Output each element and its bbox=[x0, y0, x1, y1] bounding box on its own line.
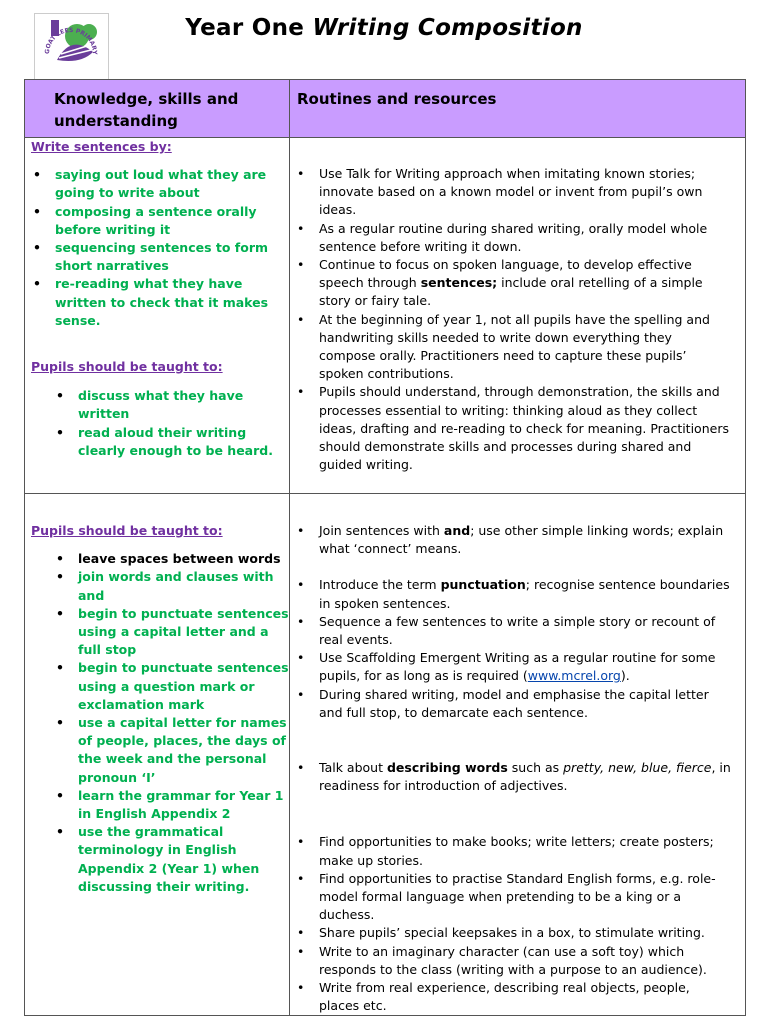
list-item: • Write from real experience, describing real objects, people, places etc. bbox=[319, 979, 731, 1015]
list-item: • begin to punctuate sentences using a capital letter and a full stop bbox=[78, 605, 289, 660]
table-row bbox=[25, 494, 746, 1016]
list-item: • Use Scaffolding Emergent Writing as a regular routine for some pupils, for as long as is required (www.mcrel.org). bbox=[319, 649, 731, 685]
list-item: • Use Talk for Writing approach when imitating known stories; innovate based on a known model or invent from pupil’s own ideas. bbox=[319, 165, 731, 220]
page-title: Year One Writing Composition bbox=[185, 15, 583, 41]
list-item: • Sequence a few sentences to write a simple story or recount of real events. bbox=[319, 613, 731, 649]
list-item: • leave spaces between words bbox=[78, 550, 289, 568]
list-item: • Talk about describing words such as pretty, new, blue, fierce, in readiness for introduction of adjectives. bbox=[319, 759, 731, 795]
section-heading: Pupils should be taught to: bbox=[31, 359, 223, 375]
list-item: • During shared writing, model and emphasise the capital letter and full stop, to demarcate each sentence. bbox=[319, 686, 731, 722]
list-item: • sequencing sentences to form short narratives bbox=[55, 239, 289, 275]
list-item: • Introduce the term punctuation; recognise sentence boundaries in spoken sentences. bbox=[319, 576, 731, 612]
table-header-row bbox=[25, 80, 746, 138]
list-item: • discuss what they have written bbox=[78, 387, 289, 423]
list-item: • Find opportunities to make books; write letters; create posters; make up stories. bbox=[319, 833, 731, 869]
list-item: • learn the grammar for Year 1 in English Appendix 2 bbox=[78, 787, 289, 823]
list-item: • Find opportunities to practise Standard English forms, e.g. role-model formal language when pretending to be a king or a duchess. bbox=[319, 870, 731, 925]
header-knowledge: Knowledge, skills and understanding bbox=[25, 80, 290, 138]
list-item: • Share pupils’ special keepsakes in a box, to stimulate writing. bbox=[319, 924, 731, 942]
list-item: • Continue to focus on spoken language, to develop effective speech through sentences; include oral retelling of a simple story or fairy tale. bbox=[319, 256, 731, 311]
list-item: • As a regular routine during shared writing, orally model whole sentence before writing it down. bbox=[319, 220, 731, 256]
list-item: • Join sentences with and; use other simple linking words; explain what ‘connect’ means. bbox=[319, 522, 731, 558]
list-item: • join words and clauses with and bbox=[78, 568, 289, 604]
header-routines: Routines and resources bbox=[290, 80, 746, 138]
routines-cell-1 bbox=[290, 138, 746, 494]
list-item: • begin to punctuate sentences using a question mark or exclamation mark bbox=[78, 659, 289, 714]
knowledge-cell-1 bbox=[25, 138, 290, 494]
logo-text: GOAT LEES PRIMARY bbox=[43, 26, 99, 55]
list-item: • use a capital letter for names of people, places, the days of the week and the personal pronoun ‘I’ bbox=[78, 714, 289, 787]
list-item: • composing a sentence orally before writing it bbox=[55, 203, 289, 239]
section-heading: Write sentences by: bbox=[31, 139, 172, 154]
mcrel-link[interactable]: www.mcrel.org bbox=[527, 668, 621, 684]
curriculum-table bbox=[24, 79, 746, 1016]
list-item: • At the beginning of year 1, not all pupils have the spelling and handwriting skills needed to write down everything they compose orally. Practitioners need to capture these pupils’ spoken contributions. bbox=[319, 311, 731, 384]
section-heading: Pupils should be taught to: bbox=[31, 523, 223, 538]
routines-cell-2 bbox=[290, 494, 746, 1016]
list-item: • Write to an imaginary character (can use a soft toy) which responds to the class (writing with a purpose to an audience). bbox=[319, 943, 731, 979]
list-item: • read aloud their writing clearly enough to be heard. bbox=[78, 424, 289, 460]
list-item: • Pupils should understand, through demonstration, the skills and processes essential to writing: thinking aloud as they collect ideas, drafting and re-reading to check for meaning. Practitioners should demonstrate skills and processes during shared and guided writing. bbox=[319, 383, 731, 474]
list-item: • use the grammatical terminology in English Appendix 2 (Year 1) when discussing their writing. bbox=[78, 823, 289, 896]
table-row bbox=[25, 138, 746, 494]
knowledge-cell-2 bbox=[25, 494, 290, 1016]
list-item: • re-reading what they have written to check that it makes sense. bbox=[55, 275, 289, 330]
list-item: • saying out loud what they are going to write about bbox=[55, 166, 289, 202]
